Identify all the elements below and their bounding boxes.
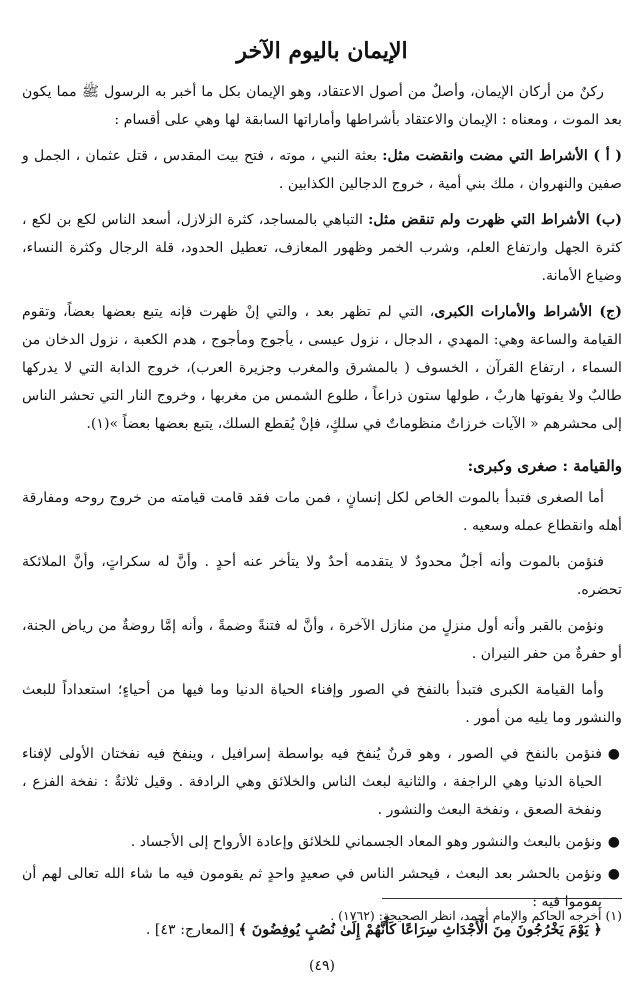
bullet-icon: ● (607, 746, 620, 762)
section-a (22, 142, 622, 198)
section-c-label: (ج) الأشراط والأمارات الكبرى (434, 304, 623, 320)
verse-reference: [المعارج: ٤٣] . (145, 922, 235, 938)
section-a-label: ( أ ) الأشراط التي مضت وانقضت مثل: (382, 148, 622, 164)
section-a-text: بعثة النبي ، موته ، فتح بيت المقدس ، قتل عثمان ، الجمل و صفين والنهروان ، ملك بني أمية ، خروج الدجالين الكذابين . (22, 148, 622, 192)
footnote-divider (382, 898, 622, 899)
section-b (22, 206, 622, 290)
list-item-text: ونؤمن بالحشر بعد البعث ، فيحشر الناس في صعيدٍ واحدٍ ثم يقومون فيه ما شاء الله تعالى لهم أن يقوموا فيه : (22, 866, 602, 910)
paragraph-major: وأما القيامة الكبرى فتبدأ بالنفخ في الصور وإفناء الحياة الدنيا وما فيها من أحياءٍ؛ استعداداً للبعث والنشور وما يليه من أمور . (22, 682, 622, 726)
section-c (22, 298, 622, 438)
bullet-icon: ● (607, 834, 620, 850)
paragraph-grave: ونؤمن بالقبر وأنه أول منزلٍ من منازل الآخرة ، وأنَّ له فتنةً وضمةً ، وأنه إمَّا روضةٌ من رياض الجنة، أو حفرةٌ من حفر النيران . (22, 618, 622, 662)
paragraph-minor: أما الصغرى فتبدأ بالموت الخاص لكل إنسانٍ ، فمن مات فقد قامت قيامته من خروج روحه ومفارقة أهله وانقطاع عمله وسعيه . (22, 490, 622, 534)
section-b-text: التباهي بالمساجد، كثرة الزلازل، أسعد الناس لكع بن لكع ، كثرة الجهل وارتفاع العلم، وشرب الخمر وظهور المعازف، تعطيل الحدود، قلة الرجال وكثرة النساء، وضياع الأمانة. (22, 212, 622, 284)
list-item-text: فنؤمن بالنفخ في الصور ، وهو قرنٌ يُنفخ فيه بواسطة إسرافيل ، وينفخ فيه نفختان الأولى لإفناء الحياة الدنيا وهي الراجفة ، والثانية لبعث الناس والخلائق وهي الرادفة . وقيل ثلاثةٌ : نفخة الفزع ، ونفخة الصعق ، ونفخة البعث والنشور . (22, 746, 602, 818)
footnote: (١) أخرجه الحاكم والإمام أحمد، انظر الصحيحة: (١٧٦٢) . (330, 908, 622, 923)
list-item (22, 860, 622, 944)
list-item (22, 740, 622, 824)
bullet-icon: ● (607, 866, 620, 882)
section-c-text: ، التي لم تظهر بعد ، والتي إنْ ظهرت فإنه يتبع بعضها بعضاً، وتقوم القيامة والساعة وهي: المهدي ، الدجال ، نزول عيسى ، يأجوج ومأجوج ، هدم الكعبة ، نزول الدخان من السماء ، ارتفاع القرآن ، الخسوف ( بالمشرق والمغرب وجزيرة العرب)، خروج الدابة التي لا يدركها طالبٌ ولا يفوتها هاربٌ ، طولها ستون ذراعاً ، طلوع الشمس من مغربها ، وخروج النار التي تحشر الناس إلى محشرهم « الآيات خرزاتٌ منظوماتٌ في سلكٍ، فإنْ يُقطع السلك، يتبع بعضها بعضاً »(١). (22, 304, 622, 432)
list-item-text: ونؤمن بالبعث والنشور وهو المعاد الجسماني للخلائق وإعادة الأرواح إلى الأجساد . (130, 834, 602, 850)
qiyamah-heading: والقيامة : صغرى وكبرى: (467, 457, 622, 475)
section-b-label: (ب) الأشراط التي ظهرت ولم تنقض مثل: (368, 212, 622, 228)
list-item (22, 828, 622, 856)
quran-verse: ﴿ يَوْمَ يَخْرُجُونَ مِنَ الْأَجْدَاثِ سِرَاعًا كَأَنَّهُمْ إِلَىٰ نُصُبٍ يُوفِضُونَ ﴾ (238, 922, 602, 938)
page-number: (٤٩) (309, 958, 335, 974)
intro-paragraph: ركنٌ من أركان الإيمان، وأصلٌ من أصول الاعتقاد، وهو الإيمان بكل ما أخبر به الرسول ﷺ مما يكون بعد الموت ، ومعناه : الإيمان والاعتقاد بأشراطها وأماراتها السابقة لها وهي على أقسام : (22, 84, 622, 128)
page-title: الإيمان باليوم الآخر (236, 38, 408, 64)
paragraph-death: فنؤمن بالموت وأنه أجلٌ محدودٌ لا يتقدمه أحدٌ ولا يتأخر عنه أحدٍ . وأنَّ له سكراتٍ، وأنَّ الملائكة تحضره. (22, 554, 622, 598)
